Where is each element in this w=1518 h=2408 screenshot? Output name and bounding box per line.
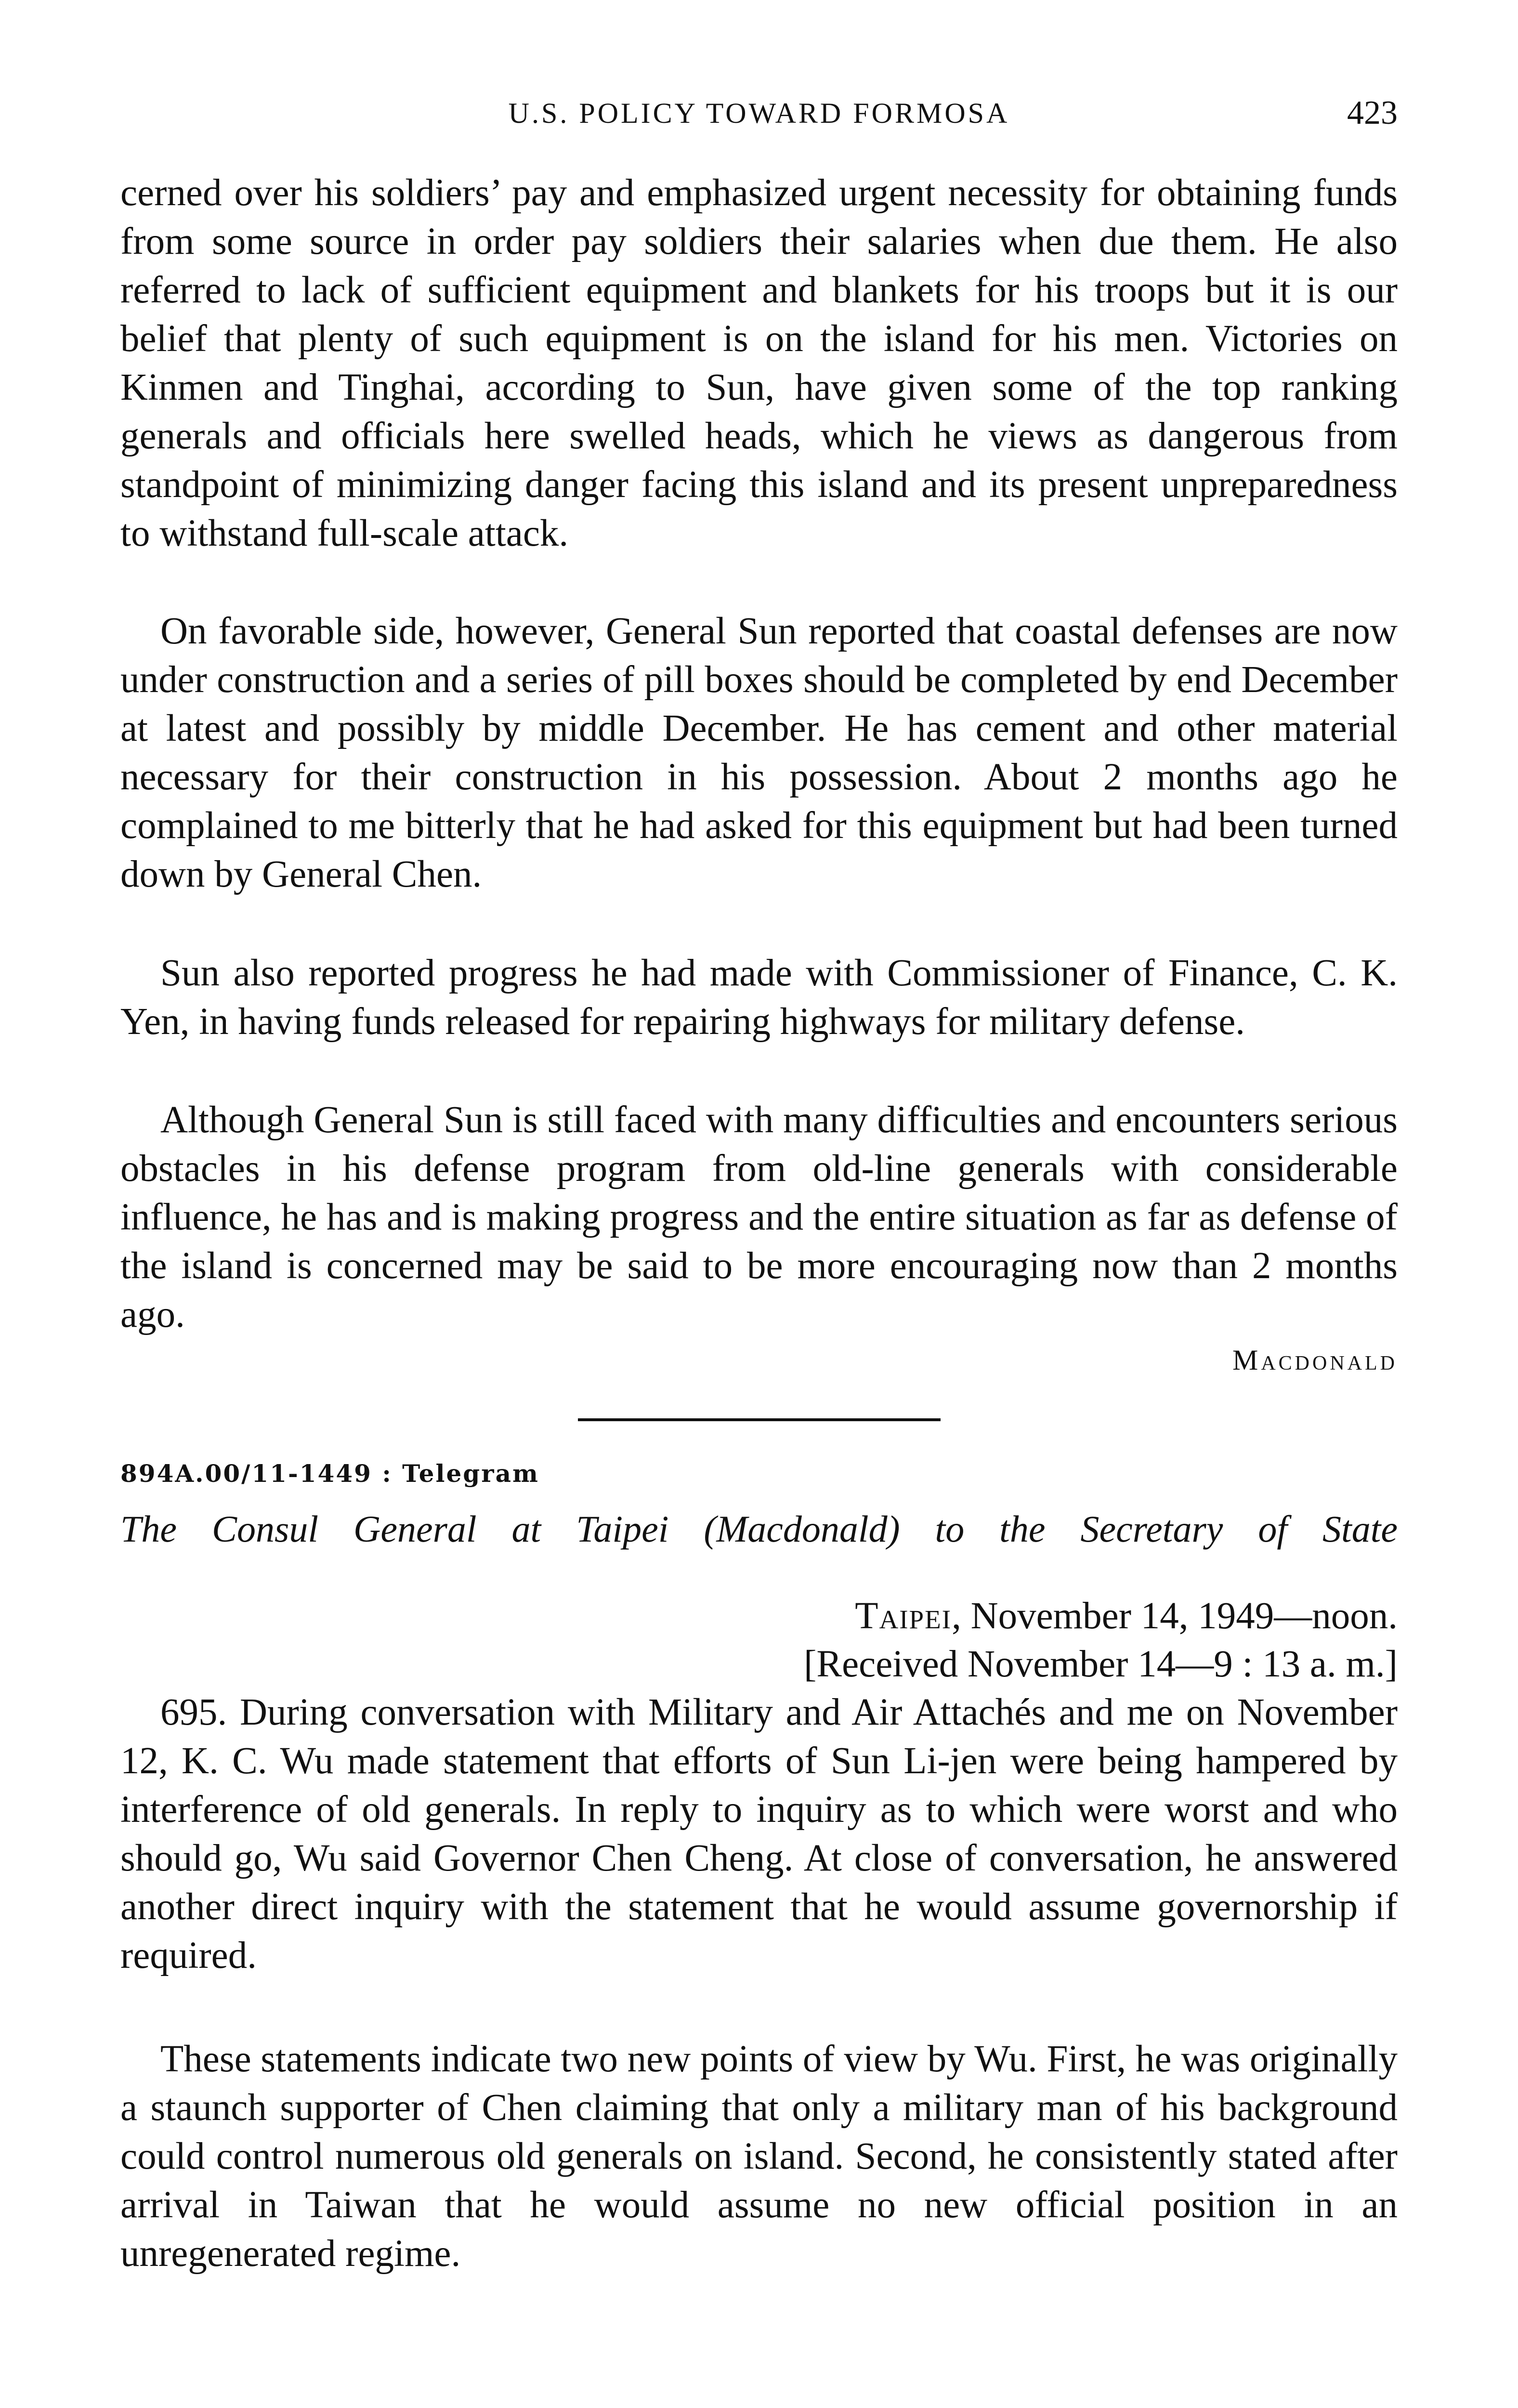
dateline-place: Taipei [855,1595,952,1637]
section-divider [578,1418,941,1421]
dateline-date: , November 14, 1949—noon. [952,1595,1398,1637]
paragraph-new-views: These statements indicate two new points of view by Wu. First, he was originally a staunch supporter of Chen claiming that only a military man of his background could control numerous old generals on island. Second, he consistently stated after arrival in Taiwan that he would assume no new official position in an unregenerated regime. [120,2038,1398,2275]
paragraph-continued: cerned over his soldiers’ pay and emphasized urgent necessity for obtaining funds from some source in order pay soldiers their salaries when due them. He also referred to lack of sufficient equipment and blankets for his troops but it is our belief that plenty of such equipment is on the island for his men. Victories on Kinmen and Tinghai, according to Sun, have given some of the top ranking generals and officials here swelled heads, which he views as dangerous from standpoint of minimizing danger facing this island and its present unpreparedness to withstand full-scale attack. [120,172,1398,554]
document-reference: 894A.00/11-1449 : Telegram [120,1459,539,1488]
signature: Macdonald [1232,1344,1398,1376]
paragraph-defenses: On favorable side, however, General Sun reported that coastal defenses are now under construction and a series of pill boxes should be completed by end December at latest and possibly by middle December. He has cement and other material necessary for their construction in his possession. About 2 months ago he complained to me bitterly that he had asked for this equipment but had been turned down by General Chen. [120,610,1398,895]
paragraph-summary: Although General Sun is still faced with many difficulties and encounters serious obstacles in his defense program from old-line generals with considerable influence, he has and is making progress and the entire situation as far as defense of the island is concerned may be said to be more encouraging now than 2 months ago. [120,1099,1398,1335]
paragraph-finance: Sun also reported progress he had made with Commissioner of Finance, C. K. Yen, in having funds released for repairing highways for military defense. [120,952,1398,1043]
document-title: The Consul General at Taipei (Macdonald) to the Secretary of State [120,1508,1398,1550]
paragraph-695: 695. During conversation with Military and Air Attachés and me on November 12, K. C. Wu made statement that efforts of Sun Li-jen were being hampered by interference of old generals. In reply to inquiry as to which were worst and who should go, Wu said Governor Chen Cheng. At close of conversation, he answered another direct inquiry with the statement that he would assume governorship if required. [120,1691,1398,1976]
running-title: U.S. POLICY TOWARD FORMOSA [508,97,1010,129]
received-line: [Received November 14—9 : 13 a. m.] [804,1643,1398,1685]
running-header [120,92,1398,135]
dateline [855,1592,1398,1640]
page-number: 423 [1347,94,1398,131]
